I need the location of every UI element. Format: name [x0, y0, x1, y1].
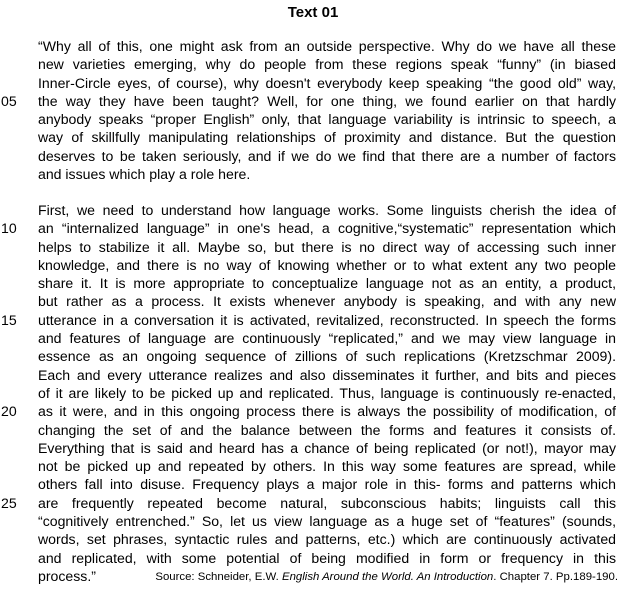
line-number: 20 [1, 403, 17, 420]
text-line [0, 329, 626, 347]
text-line [0, 475, 626, 493]
source-suffix: . Chapter 7. Pp.189-190. [493, 571, 618, 583]
text-line [0, 274, 626, 292]
text-line [0, 165, 626, 183]
line-text: helps to stabilize it all. Maybe so, but there is no direct way of accessing such inner [38, 238, 616, 255]
text-line [0, 311, 626, 329]
line-text: anybody speaks “proper English” only, that language variability is intrinsic to speech, a [38, 111, 616, 128]
text-line [0, 128, 626, 146]
line-number: 05 [1, 92, 17, 109]
line-text: an “internalized language” in one's head, a cognitive,“systematic” representation which [38, 220, 616, 237]
text-line [0, 402, 626, 420]
line-text: not be picked up and repeated by others. In this way some features are spread, while [38, 458, 616, 475]
line-text: words, set phrases, syntactic rules and patterns, etc.) which are continuously activated [38, 531, 616, 548]
text-line [0, 439, 626, 457]
line-text: “cognitively entrenched.” So, let us view language as a huge set of “features” (sounds, [38, 513, 616, 530]
text-line [0, 292, 626, 310]
paragraph-2 [0, 201, 626, 585]
line-text: First, we need to understand how language works. Some linguists cherish the idea of [38, 202, 616, 218]
paragraph-1 [0, 37, 626, 183]
text-line [0, 201, 626, 219]
line-text: the way they have been taught? Well, for one thing, we found earlier on that hardly [38, 92, 616, 109]
line-number: 10 [1, 220, 17, 237]
line-text: changing the set of and the balance between the forms and features it consists of. [38, 421, 616, 438]
text-line [0, 512, 626, 530]
text-line [0, 110, 626, 128]
source-citation [155, 570, 618, 584]
line-text: deserves to be taken seriously, and if we do we find that there are a number of factors [38, 147, 616, 164]
line-text: others fall into disuse. Frequency plays a major role in this- forms and patterns which [38, 476, 616, 493]
text-line [0, 92, 626, 110]
line-text: but rather as a process. It exists whenever anybody is speaking, and with any new [38, 293, 616, 310]
text-line [0, 549, 626, 567]
text-line [0, 147, 626, 165]
text-line [0, 494, 626, 512]
line-text: way of skillfully manipulating relationships of proximity and distance. But the question [38, 129, 616, 146]
text-line [0, 347, 626, 365]
line-text: knowledge, and there is no way of knowing whether or to what extent any two people [38, 256, 616, 273]
line-text: and replicated, with some potential of being modified in form or frequency in this [38, 549, 616, 566]
line-text: Each and every utterance realizes and also disseminates it further, and bits and pieces [38, 366, 616, 383]
line-text: as it were, and in this ongoing process there is always the possibility of modification, of [38, 403, 616, 420]
text-line [0, 384, 626, 402]
text-line [0, 219, 626, 237]
text-line [0, 421, 626, 439]
text-line [0, 238, 626, 256]
text-line [0, 74, 626, 92]
line-text: essence as an ongoing sequence of zillions of such replications (Kretzschmar 2009). [38, 348, 616, 365]
line-text: process.” [38, 567, 96, 584]
text-title: Text 01 [287, 4, 339, 21]
line-text: are frequently repeated become natural, subconscious habits; linguists call this [38, 494, 616, 511]
text-line [0, 457, 626, 475]
line-number: 15 [1, 311, 17, 328]
line-text: Everything that is said and heard has a chance of being replicated (or not!), mayor may [38, 439, 616, 456]
line-text: “Why all of this, one might ask from an outside perspective. Why do we have all these [38, 38, 616, 54]
line-text: and issues which play a role here. [38, 166, 251, 183]
line-text: Inner-Circle eyes, of course), why doesn't everybody keep speaking “the good old” way, [38, 74, 616, 91]
text-line [0, 256, 626, 274]
line-text: and features of language are continuously “replicated,” and we may view language in [38, 330, 616, 347]
line-text: utterance in a conversation it is activated, revitalized, reconstructed. In speech the forms [38, 311, 616, 328]
line-text: share it. It is more appropriate to conceptualize language not as an entity, a product, [38, 275, 616, 292]
line-number: 25 [1, 494, 17, 511]
text-line [0, 366, 626, 384]
line-text: new varieties emerging, why do people from these regions speak “funny” (in biased [38, 56, 616, 73]
source-book-title: English Around the World. An Introduction [281, 571, 494, 583]
text-line [0, 55, 626, 73]
text-line [0, 37, 626, 55]
text-line [0, 530, 626, 548]
line-text: of it are likely to be picked up and replicated. Thus, language is continuously re-enacted, [38, 384, 616, 401]
source-prefix: Source: Schneider, E.W. [155, 571, 282, 583]
